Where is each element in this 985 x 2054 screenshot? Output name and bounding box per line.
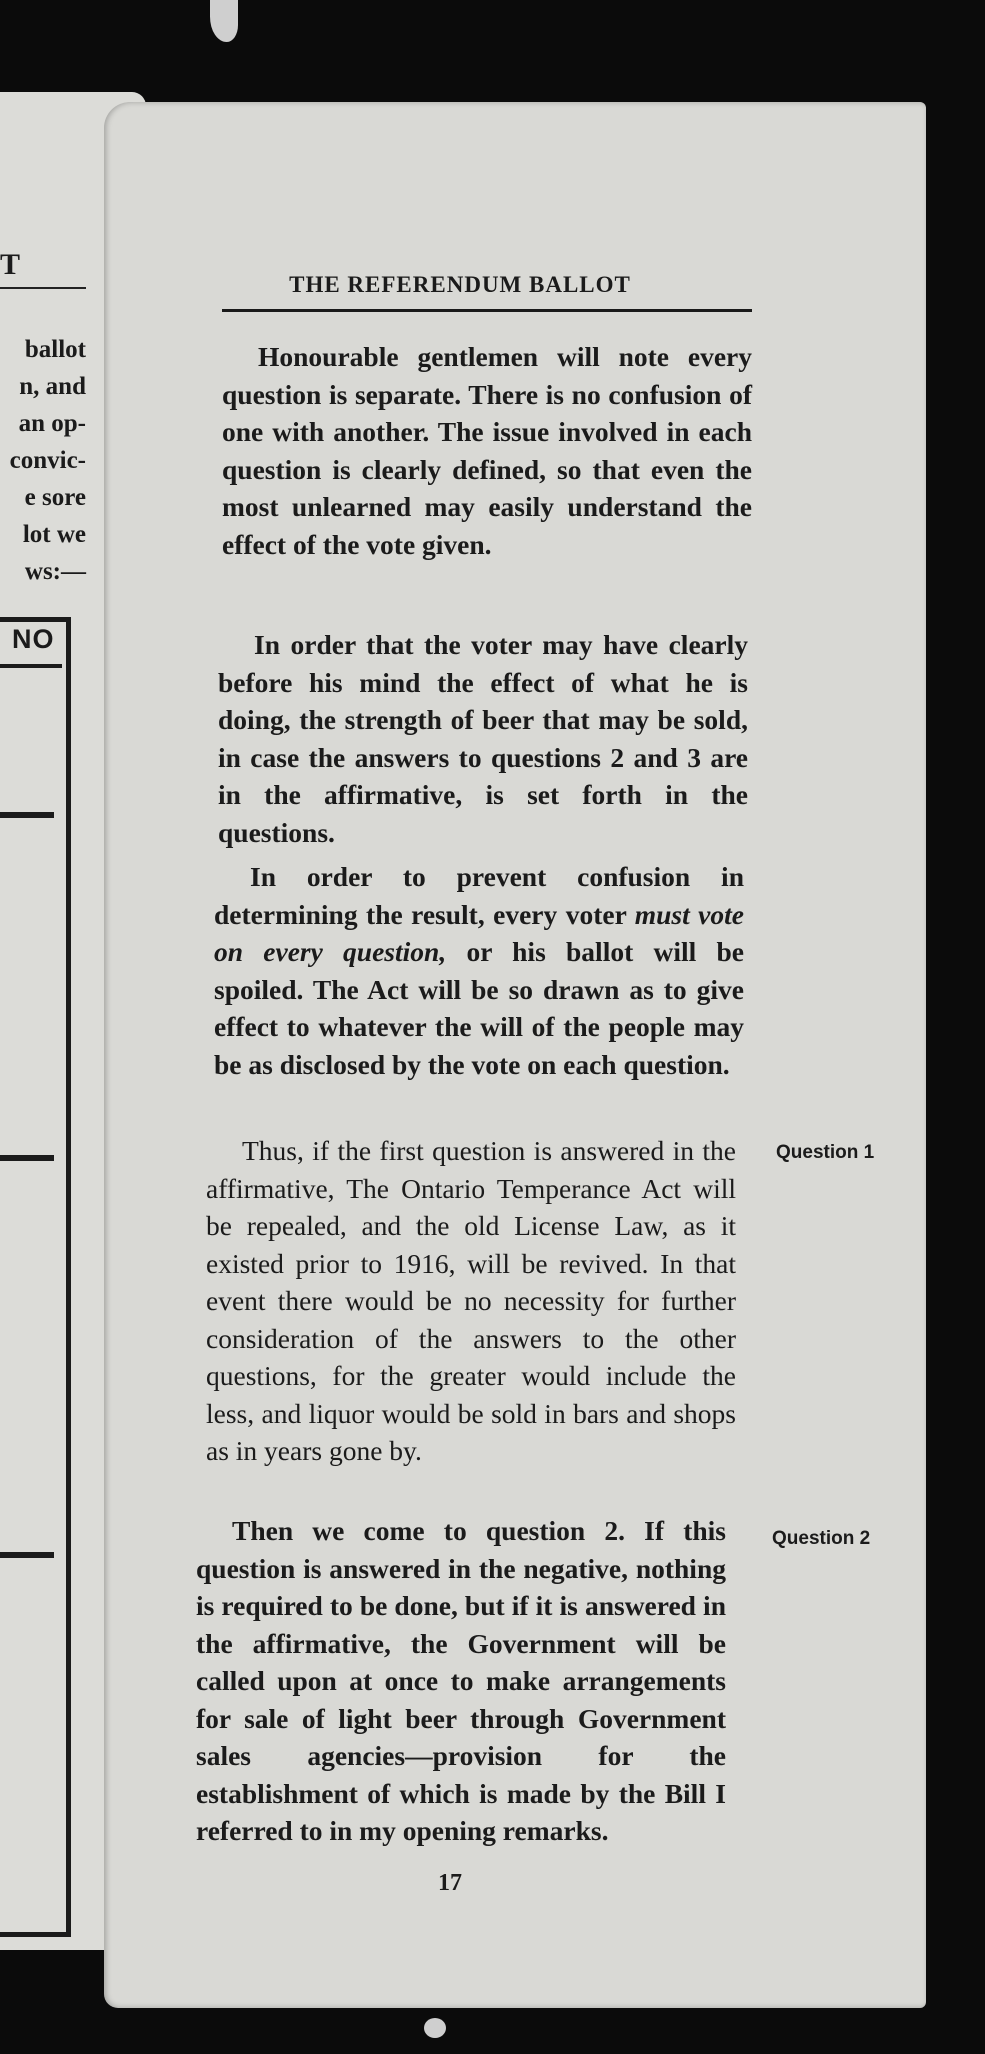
paragraph-text: In order that the voter may have clearly before his mind the effect of what he is doing, the strength of beer that may be sold, in case the answers to questions 2 and 3 are in the affirmative, is set forth in the questions.: [218, 629, 748, 848]
paragraph-text: Thus, if the first question is answered in the affirmative, The Ontario Temperance Act will be repealed, and the old License Law, as it existed prior to 1916, will be revived. In that event there would be no necessity for further consideration of the answers to the other questions, for the greater would include the less, and liquor would be sold in bars and shops as in years gone by.: [206, 1135, 736, 1466]
left-text-fragment: n, and: [19, 373, 86, 400]
left-text-fragment: lot we: [22, 521, 86, 548]
paragraph-3: [214, 858, 744, 1083]
left-heading-rule: [0, 287, 86, 289]
paragraph-emphasis: must vote on every question,: [214, 898, 744, 967]
ballot-row-divider: [0, 1155, 54, 1161]
running-head: THE REFERENDUM BALLOT: [289, 272, 631, 297]
margin-note-question-2: Question 2: [772, 1528, 871, 1549]
paragraph-text: [214, 858, 744, 1083]
ballot-header-rule: [0, 664, 62, 668]
left-text-fragment: ballot: [24, 336, 86, 363]
paragraph-1: [222, 338, 752, 563]
running-head-rule: [222, 309, 752, 312]
left-heading-fragment: T: [0, 248, 21, 281]
margin-note-question-1: Question 1: [776, 1142, 875, 1163]
left-text-fragment: e sore: [24, 484, 86, 511]
page-number: 17: [438, 1870, 462, 1896]
binding-clip-bottom: [424, 2018, 446, 2038]
paragraph-text: Honourable gentlemen will note every question is separate. There is no confusion of one with another. The issue involved in each question is clearly defined, so that even the most unlearned may easily understand the effect of the vote given.: [222, 341, 752, 560]
left-text-fragment: an op-: [18, 410, 86, 437]
binding-clip-top: [210, 0, 238, 42]
paragraph-2: [218, 626, 748, 851]
paragraph-text-run: In order to prevent confusion in determining the result, every voter: [214, 861, 744, 930]
ballot-row-divider: [0, 1552, 54, 1558]
left-text-fragment: convic-: [9, 447, 86, 474]
ballot-row-divider: [0, 812, 54, 818]
left-text-fragment: ws:—: [24, 558, 86, 585]
paragraph-4: [206, 1132, 736, 1470]
ballot-column-label: NO: [12, 624, 55, 654]
paragraph-text-run: or his ballot will be spoiled. The Act will be so drawn as to give effect to whatever the will of the people may be as disclosed by the vote on each question.: [214, 936, 744, 1080]
paragraph-5: [196, 1512, 726, 1850]
paragraph-text: Then we come to question 2. If this question is answered in the negative, nothing is required to be done, but if it is answered in the affirmative, the Government will be called upon at once to make arrangements for sale of light beer through Government sales agencies—provision for the establishment of which is made by the Bill I referred to in my opening remarks.: [196, 1515, 726, 1846]
